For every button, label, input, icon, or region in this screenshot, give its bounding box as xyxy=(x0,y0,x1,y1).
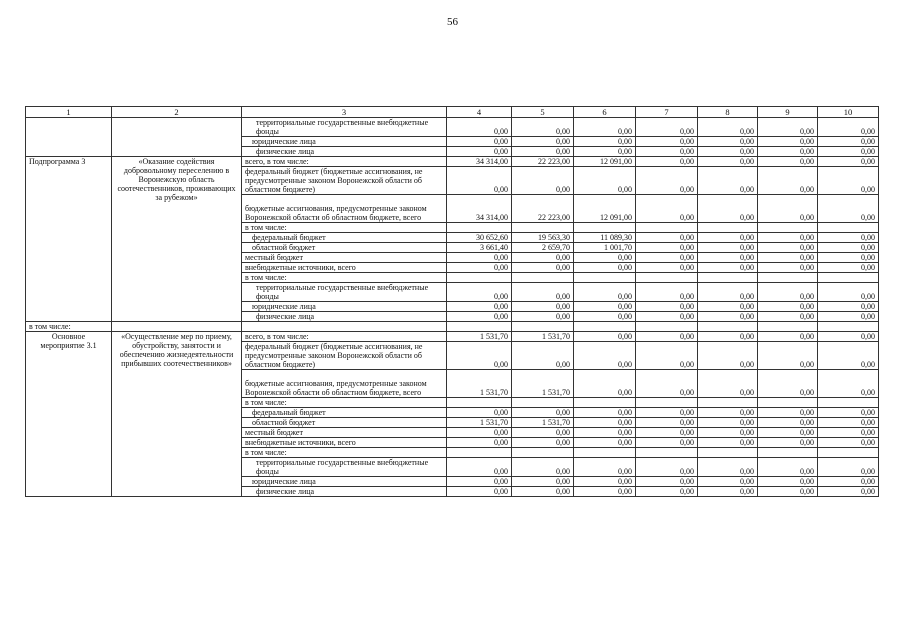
value-cell: 0,00 xyxy=(447,458,512,477)
value-cell: 0,00 xyxy=(758,263,818,273)
value-cell: 1 531,70 xyxy=(512,418,574,428)
value-cell: 19 563,30 xyxy=(512,233,574,243)
value-cell: 22 223,00 xyxy=(512,157,574,167)
row-label: в том числе: xyxy=(242,448,447,458)
value-cell: 0,00 xyxy=(447,342,512,370)
header-cell: 9 xyxy=(758,107,818,118)
value-cell: 0,00 xyxy=(512,263,574,273)
row-label: физические лица xyxy=(242,312,447,322)
value-cell: 0,00 xyxy=(447,118,512,137)
value-cell: 0,00 xyxy=(698,233,758,243)
value-cell: 0,00 xyxy=(574,118,636,137)
value-cell: 0,00 xyxy=(818,408,879,418)
value-cell: 0,00 xyxy=(636,283,698,302)
value-cell: 0,00 xyxy=(758,477,818,487)
value-cell xyxy=(758,448,818,458)
value-cell: 0,00 xyxy=(636,312,698,322)
value-cell xyxy=(636,223,698,233)
value-cell: 0,00 xyxy=(447,302,512,312)
row-group-title: «Оказание содействия добровольному переселению в Воронежскую область соотечественников, проживающих за рубежом» xyxy=(112,157,242,322)
value-cell: 0,00 xyxy=(818,458,879,477)
value-cell: 0,00 xyxy=(698,243,758,253)
value-cell: 22 223,00 xyxy=(512,195,574,223)
value-cell: 0,00 xyxy=(818,428,879,438)
value-cell: 0,00 xyxy=(574,283,636,302)
value-cell: 0,00 xyxy=(758,302,818,312)
value-cell: 0,00 xyxy=(818,438,879,448)
value-cell: 0,00 xyxy=(447,438,512,448)
value-cell: 0,00 xyxy=(574,477,636,487)
empty-cell xyxy=(698,322,758,332)
value-cell: 0,00 xyxy=(512,302,574,312)
value-cell: 0,00 xyxy=(636,195,698,223)
value-cell xyxy=(818,398,879,408)
value-cell: 0,00 xyxy=(758,342,818,370)
value-cell: 0,00 xyxy=(758,253,818,263)
value-cell xyxy=(512,448,574,458)
header-cell: 5 xyxy=(512,107,574,118)
value-cell: 1 001,70 xyxy=(574,243,636,253)
row-label: федеральный бюджет (бюджетные ассигнования, не предусмотренные законом Воронежской области об областном бюджете) xyxy=(242,342,447,370)
row-group-title: «Осуществление мер по приему, обустройству, занятости и обеспечению жизнедеятельности прибывших соотечественников» xyxy=(112,332,242,497)
value-cell: 0,00 xyxy=(636,137,698,147)
value-cell: 0,00 xyxy=(758,283,818,302)
value-cell: 3 661,40 xyxy=(447,243,512,253)
value-cell: 0,00 xyxy=(574,418,636,428)
value-cell: 0,00 xyxy=(512,428,574,438)
value-cell: 0,00 xyxy=(447,147,512,157)
value-cell: 0,00 xyxy=(698,312,758,322)
value-cell: 0,00 xyxy=(698,137,758,147)
value-cell: 0,00 xyxy=(512,487,574,497)
value-cell: 0,00 xyxy=(636,233,698,243)
value-cell: 0,00 xyxy=(758,118,818,137)
value-cell: 0,00 xyxy=(636,438,698,448)
empty-cell xyxy=(112,322,242,332)
value-cell: 0,00 xyxy=(447,477,512,487)
value-cell: 0,00 xyxy=(758,243,818,253)
value-cell: 1 531,70 xyxy=(447,418,512,428)
row-label: федеральный бюджет xyxy=(242,233,447,243)
value-cell: 0,00 xyxy=(818,302,879,312)
value-cell: 0,00 xyxy=(698,118,758,137)
value-cell: 0,00 xyxy=(512,253,574,263)
value-cell: 0,00 xyxy=(574,408,636,418)
value-cell: 0,00 xyxy=(698,253,758,263)
value-cell: 0,00 xyxy=(758,332,818,342)
value-cell: 0,00 xyxy=(512,167,574,195)
row-group-title xyxy=(112,118,242,157)
value-cell: 0,00 xyxy=(818,332,879,342)
value-cell xyxy=(636,398,698,408)
value-cell: 0,00 xyxy=(818,370,879,398)
value-cell: 0,00 xyxy=(447,283,512,302)
row-label: территориальные государственные внебюджетные фонды xyxy=(242,283,447,302)
budget-table xyxy=(25,106,879,497)
header-cell: 2 xyxy=(112,107,242,118)
page-number: 56 xyxy=(447,16,458,28)
value-cell: 0,00 xyxy=(818,137,879,147)
value-cell: 0,00 xyxy=(447,312,512,322)
value-cell: 0,00 xyxy=(636,302,698,312)
value-cell: 12 091,00 xyxy=(574,157,636,167)
value-cell: 0,00 xyxy=(512,408,574,418)
value-cell: 0,00 xyxy=(698,458,758,477)
value-cell: 0,00 xyxy=(574,487,636,497)
empty-cell xyxy=(242,322,447,332)
row-group-code: Основное мероприятие 3.1 xyxy=(26,332,112,497)
value-cell xyxy=(512,273,574,283)
table-row xyxy=(26,118,879,137)
value-cell: 0,00 xyxy=(818,312,879,322)
separator-label: в том числе: xyxy=(26,322,112,332)
value-cell: 0,00 xyxy=(698,195,758,223)
value-cell: 0,00 xyxy=(636,167,698,195)
value-cell: 0,00 xyxy=(818,283,879,302)
value-cell: 0,00 xyxy=(758,195,818,223)
value-cell xyxy=(512,223,574,233)
value-cell: 0,00 xyxy=(818,167,879,195)
value-cell: 34 314,00 xyxy=(447,157,512,167)
value-cell xyxy=(574,448,636,458)
value-cell: 0,00 xyxy=(818,477,879,487)
row-label: внебюджетные источники, всего xyxy=(242,438,447,448)
value-cell: 0,00 xyxy=(818,195,879,223)
value-cell: 0,00 xyxy=(512,118,574,137)
value-cell: 34 314,00 xyxy=(447,195,512,223)
value-cell: 0,00 xyxy=(818,147,879,157)
value-cell xyxy=(447,448,512,458)
value-cell: 0,00 xyxy=(574,428,636,438)
table-body xyxy=(26,107,879,497)
empty-cell xyxy=(818,322,879,332)
value-cell: 0,00 xyxy=(758,418,818,428)
value-cell: 0,00 xyxy=(574,147,636,157)
row-label: физические лица xyxy=(242,487,447,497)
empty-cell xyxy=(636,322,698,332)
value-cell xyxy=(758,398,818,408)
value-cell: 0,00 xyxy=(636,477,698,487)
value-cell: 0,00 xyxy=(818,157,879,167)
value-cell: 0,00 xyxy=(447,137,512,147)
table-row xyxy=(26,157,879,167)
header-row xyxy=(26,107,879,118)
value-cell xyxy=(698,398,758,408)
value-cell: 0,00 xyxy=(447,253,512,263)
value-cell xyxy=(636,273,698,283)
value-cell: 12 091,00 xyxy=(574,195,636,223)
value-cell: 0,00 xyxy=(636,428,698,438)
value-cell: 0,00 xyxy=(447,408,512,418)
value-cell: 0,00 xyxy=(574,312,636,322)
value-cell: 0,00 xyxy=(698,428,758,438)
row-label: территориальные государственные внебюджетные фонды xyxy=(242,458,447,477)
value-cell: 0,00 xyxy=(758,428,818,438)
header-cell: 1 xyxy=(26,107,112,118)
value-cell: 0,00 xyxy=(818,243,879,253)
value-cell: 0,00 xyxy=(758,147,818,157)
header-cell: 7 xyxy=(636,107,698,118)
header-cell: 4 xyxy=(447,107,512,118)
value-cell: 0,00 xyxy=(698,370,758,398)
value-cell xyxy=(574,398,636,408)
row-label: бюджетные ассигнования, предусмотренные законом Воронежской области об областном бюджете, всего xyxy=(242,370,447,398)
value-cell: 0,00 xyxy=(818,233,879,243)
value-cell: 0,00 xyxy=(636,118,698,137)
value-cell: 0,00 xyxy=(447,167,512,195)
row-label: физические лица xyxy=(242,147,447,157)
value-cell xyxy=(758,223,818,233)
value-cell: 0,00 xyxy=(818,487,879,497)
value-cell: 0,00 xyxy=(698,147,758,157)
value-cell: 0,00 xyxy=(574,370,636,398)
value-cell xyxy=(574,273,636,283)
value-cell: 0,00 xyxy=(574,458,636,477)
value-cell: 0,00 xyxy=(698,418,758,428)
value-cell: 30 652,60 xyxy=(447,233,512,243)
value-cell: 0,00 xyxy=(512,342,574,370)
value-cell: 0,00 xyxy=(636,458,698,477)
empty-cell xyxy=(758,322,818,332)
row-label: федеральный бюджет xyxy=(242,408,447,418)
row-label: всего, в том числе: xyxy=(242,157,447,167)
value-cell: 0,00 xyxy=(818,253,879,263)
row-label: в том числе: xyxy=(242,223,447,233)
empty-cell xyxy=(447,322,512,332)
value-cell: 0,00 xyxy=(574,167,636,195)
value-cell: 0,00 xyxy=(758,487,818,497)
row-label: юридические лица xyxy=(242,477,447,487)
value-cell xyxy=(698,273,758,283)
value-cell: 0,00 xyxy=(512,147,574,157)
value-cell: 0,00 xyxy=(698,283,758,302)
value-cell xyxy=(818,273,879,283)
row-label: областной бюджет xyxy=(242,418,447,428)
value-cell: 0,00 xyxy=(636,342,698,370)
value-cell: 0,00 xyxy=(698,157,758,167)
value-cell: 1 531,70 xyxy=(512,332,574,342)
row-label: областной бюджет xyxy=(242,243,447,253)
value-cell xyxy=(447,398,512,408)
value-cell: 0,00 xyxy=(636,147,698,157)
value-cell xyxy=(636,448,698,458)
value-cell: 0,00 xyxy=(698,167,758,195)
value-cell: 0,00 xyxy=(574,137,636,147)
row-label: местный бюджет xyxy=(242,253,447,263)
value-cell: 2 659,70 xyxy=(512,243,574,253)
row-label: всего, в том числе: xyxy=(242,332,447,342)
value-cell xyxy=(574,223,636,233)
value-cell: 0,00 xyxy=(574,332,636,342)
empty-cell xyxy=(512,322,574,332)
value-cell: 0,00 xyxy=(636,263,698,273)
value-cell: 0,00 xyxy=(512,137,574,147)
value-cell: 0,00 xyxy=(447,428,512,438)
row-label: внебюджетные источники, всего xyxy=(242,263,447,273)
value-cell: 0,00 xyxy=(512,458,574,477)
value-cell: 0,00 xyxy=(447,263,512,273)
separator-row xyxy=(26,322,879,332)
value-cell: 0,00 xyxy=(698,342,758,370)
header-cell: 3 xyxy=(242,107,447,118)
value-cell: 0,00 xyxy=(698,263,758,273)
row-label: федеральный бюджет (бюджетные ассигнования, не предусмотренные законом Воронежской области об областном бюджете) xyxy=(242,167,447,195)
value-cell: 0,00 xyxy=(758,167,818,195)
value-cell xyxy=(512,398,574,408)
row-label: в том числе: xyxy=(242,398,447,408)
row-label: местный бюджет xyxy=(242,428,447,438)
value-cell: 0,00 xyxy=(698,408,758,418)
value-cell: 0,00 xyxy=(758,438,818,448)
value-cell: 0,00 xyxy=(758,458,818,477)
value-cell: 0,00 xyxy=(818,418,879,428)
value-cell: 0,00 xyxy=(512,283,574,302)
value-cell: 0,00 xyxy=(758,233,818,243)
value-cell: 0,00 xyxy=(512,438,574,448)
value-cell: 0,00 xyxy=(574,302,636,312)
empty-cell xyxy=(574,322,636,332)
value-cell xyxy=(447,223,512,233)
value-cell: 0,00 xyxy=(636,370,698,398)
value-cell: 0,00 xyxy=(574,342,636,370)
value-cell: 0,00 xyxy=(636,418,698,428)
value-cell: 0,00 xyxy=(758,137,818,147)
row-label: юридические лица xyxy=(242,302,447,312)
value-cell xyxy=(698,223,758,233)
value-cell xyxy=(698,448,758,458)
value-cell: 11 089,30 xyxy=(574,233,636,243)
value-cell: 0,00 xyxy=(698,477,758,487)
value-cell: 0,00 xyxy=(447,487,512,497)
value-cell: 0,00 xyxy=(636,487,698,497)
row-label: юридические лица xyxy=(242,137,447,147)
value-cell: 0,00 xyxy=(698,438,758,448)
value-cell: 0,00 xyxy=(636,332,698,342)
value-cell: 1 531,70 xyxy=(447,332,512,342)
value-cell: 0,00 xyxy=(818,342,879,370)
value-cell: 0,00 xyxy=(512,312,574,322)
table-row xyxy=(26,332,879,342)
value-cell: 0,00 xyxy=(698,487,758,497)
value-cell: 0,00 xyxy=(574,438,636,448)
row-label: территориальные государственные внебюджетные фонды xyxy=(242,118,447,137)
value-cell: 0,00 xyxy=(758,408,818,418)
value-cell: 0,00 xyxy=(512,477,574,487)
value-cell xyxy=(447,273,512,283)
row-label: в том числе: xyxy=(242,273,447,283)
value-cell: 0,00 xyxy=(636,408,698,418)
value-cell: 1 531,70 xyxy=(512,370,574,398)
value-cell: 0,00 xyxy=(574,253,636,263)
header-cell: 8 xyxy=(698,107,758,118)
value-cell: 0,00 xyxy=(698,332,758,342)
value-cell xyxy=(818,223,879,233)
value-cell xyxy=(758,273,818,283)
row-group-code xyxy=(26,118,112,157)
value-cell: 0,00 xyxy=(636,253,698,263)
value-cell: 0,00 xyxy=(818,118,879,137)
header-cell: 10 xyxy=(818,107,879,118)
value-cell: 0,00 xyxy=(758,312,818,322)
row-label: бюджетные ассигнования, предусмотренные законом Воронежской области об областном бюджете, всего xyxy=(242,195,447,223)
value-cell xyxy=(818,448,879,458)
value-cell: 0,00 xyxy=(758,157,818,167)
value-cell: 0,00 xyxy=(698,302,758,312)
value-cell: 0,00 xyxy=(636,243,698,253)
value-cell: 0,00 xyxy=(758,370,818,398)
row-group-code: Подпрограмма 3 xyxy=(26,157,112,322)
value-cell: 1 531,70 xyxy=(447,370,512,398)
value-cell: 0,00 xyxy=(636,157,698,167)
value-cell: 0,00 xyxy=(574,263,636,273)
value-cell: 0,00 xyxy=(818,263,879,273)
header-cell: 6 xyxy=(574,107,636,118)
